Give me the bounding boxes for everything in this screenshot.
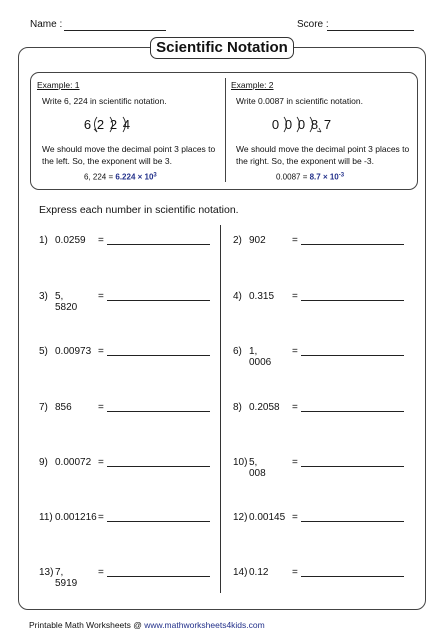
digit: 2	[96, 117, 105, 132]
example-2-prompt: Write 0.0087 in scientific notation.	[236, 96, 363, 106]
arc-arrow	[310, 117, 313, 132]
answer-blank[interactable]	[107, 521, 210, 522]
problem-value: 0.2058	[249, 402, 280, 413]
example-1-arrows	[81, 112, 141, 136]
digit: 0	[271, 117, 280, 132]
problem-number: 12)	[233, 512, 248, 523]
problem-number: 11)	[39, 512, 53, 523]
instruction: Express each number in scientific notation.	[39, 204, 239, 216]
arc-arrow	[110, 117, 113, 132]
problem-value: 5, 008	[249, 457, 266, 479]
answer-blank[interactable]	[301, 576, 404, 577]
answer-blank[interactable]	[301, 244, 404, 245]
answer-exp: 3	[153, 172, 157, 178]
digit: 0	[297, 117, 306, 132]
example-1-label: Example: 1	[37, 80, 80, 90]
equals-sign: =	[98, 512, 104, 523]
problem-value: 0.001216	[55, 512, 97, 523]
problem-number: 2)	[233, 235, 242, 246]
page-title: Scientific Notation	[150, 37, 294, 59]
problem-number: 9)	[39, 457, 48, 468]
digit: 6	[83, 117, 92, 132]
name-label: Name :	[30, 19, 63, 30]
example-2-arrows	[269, 112, 339, 136]
answer-exp: -3	[338, 172, 345, 178]
problem-value: 0.00145	[249, 512, 286, 523]
problem-number: 1)	[39, 235, 48, 246]
answer-blank[interactable]	[301, 466, 404, 467]
problem-value: 902	[249, 235, 266, 246]
answer-blank[interactable]	[107, 355, 210, 356]
name-field[interactable]	[64, 30, 166, 31]
example-1-explanation-2: the left. So, the exponent will be 3.	[42, 156, 172, 166]
problem-value: 0.00072	[55, 457, 92, 468]
arc-arrow	[284, 117, 287, 132]
digit: 4	[122, 117, 131, 132]
answer-blank[interactable]	[301, 300, 404, 301]
digit: 0	[284, 117, 293, 132]
example-2-label: Example: 2	[231, 80, 274, 90]
answer-blank[interactable]	[107, 244, 210, 245]
answer-coef: 8.7 × 10	[309, 172, 339, 182]
problem-number: 10)	[233, 457, 248, 468]
answer-blank[interactable]	[301, 355, 404, 356]
arc-arrow	[297, 117, 300, 132]
answer-blank[interactable]	[301, 521, 404, 522]
equals-sign: =	[292, 567, 298, 578]
example-1-explanation-1: We should move the decimal point 3 places to	[42, 144, 216, 154]
arrow-head	[317, 128, 321, 132]
answer-blank[interactable]	[107, 411, 210, 412]
equals-sign: =	[292, 512, 298, 523]
problem-number: 8)	[233, 402, 242, 413]
problem-value: 1, 0006	[249, 346, 272, 368]
answer-blank[interactable]	[301, 411, 404, 412]
problem-number: 4)	[233, 291, 242, 302]
equals-sign: =	[98, 402, 104, 413]
answer-coef: 6.224 × 10	[115, 172, 154, 182]
equals-sign: =	[292, 346, 298, 357]
equals-sign: =	[98, 457, 104, 468]
arrow-head	[94, 128, 97, 132]
problem-number: 3)	[39, 291, 48, 302]
answer-blank[interactable]	[107, 576, 210, 577]
problem-number: 6)	[233, 346, 242, 357]
example-2-answer	[276, 172, 344, 182]
equals-sign: =	[292, 457, 298, 468]
problem-number: 7)	[39, 402, 48, 413]
equals-sign: =	[292, 402, 298, 413]
answer-blank[interactable]	[107, 300, 210, 301]
equals-sign: =	[98, 291, 104, 302]
example-1-answer	[84, 172, 157, 182]
answer-lhs: 0.0087 =	[276, 172, 308, 182]
problem-value: 0.315	[249, 291, 275, 302]
equals-sign: =	[98, 235, 104, 246]
footer	[29, 620, 265, 630]
arc-arrow	[123, 117, 126, 132]
equals-sign: =	[292, 235, 298, 246]
equals-sign: =	[98, 567, 104, 578]
problem-value: 0.0259	[55, 235, 86, 246]
answer-blank[interactable]	[107, 466, 210, 467]
problem-number: 13)	[39, 567, 54, 578]
problem-value: 0.12	[249, 567, 269, 578]
problem-number: 14)	[233, 567, 248, 578]
digit: 7	[323, 117, 332, 132]
problem-value: 5, 5820	[55, 291, 78, 313]
problem-value: 7, 5919	[55, 567, 78, 589]
digit: 2	[109, 117, 118, 132]
answer-lhs: 6, 224 =	[84, 172, 114, 182]
problem-value: 0.00973	[55, 346, 92, 357]
example-1-prompt: Write 6, 224 in scientific notation.	[42, 96, 167, 106]
problem-value: 856	[55, 402, 72, 413]
footer-site[interactable]: www.mathworksheets4kids.com	[144, 620, 265, 630]
equals-sign: =	[98, 346, 104, 357]
footer-text: Printable Math Worksheets @	[29, 620, 145, 630]
example-2-explanation-1: We should move the decimal point 3 places to	[236, 144, 410, 154]
digit: 8	[310, 117, 319, 132]
score-label: Score :	[297, 19, 329, 30]
equals-sign: =	[292, 291, 298, 302]
problem-number: 5)	[39, 346, 48, 357]
column-divider	[220, 225, 221, 593]
example-divider	[225, 78, 226, 182]
example-2-explanation-2: the right. So, the exponent will be -3.	[236, 156, 374, 166]
score-field[interactable]	[327, 30, 414, 31]
